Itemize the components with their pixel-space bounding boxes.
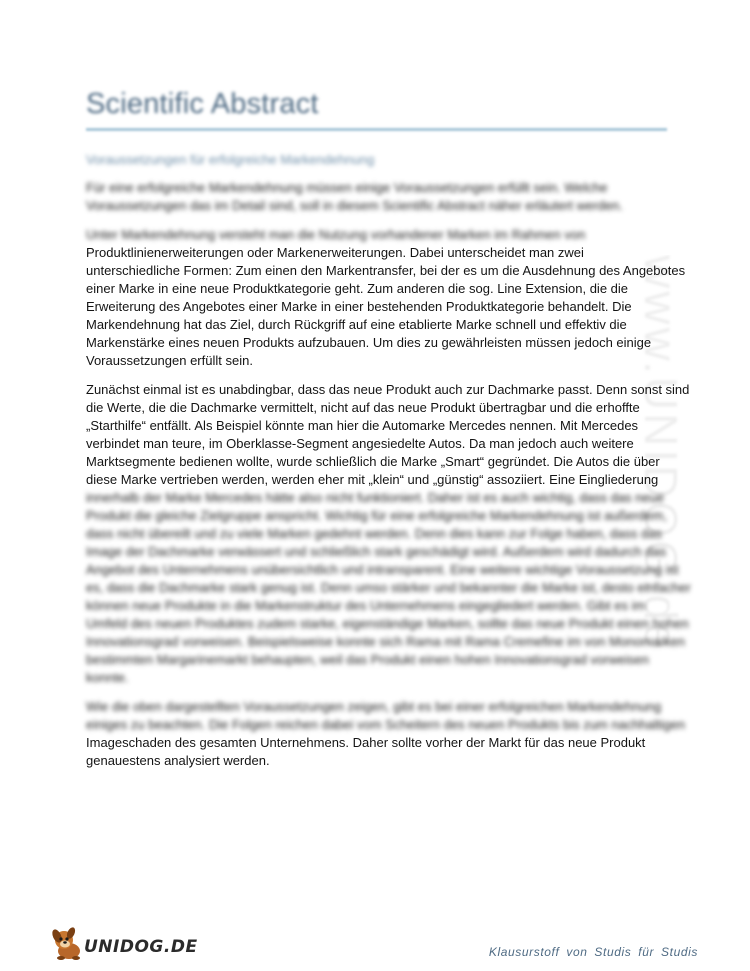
blurred-text-line: können neue Produkte in die Markenstruktur des Unternehmens eingegliedert werden. Gibt es im	[86, 598, 646, 613]
blurred-text-line: Innovationsgrad vorweisen. Beispielsweise konnte sich Rama mit Rama Cremefine im von Monomarken	[86, 634, 685, 649]
text-line: „Starthilfe“ entfällt. Als Beispiel könnte man hier die Automarke Mercedes nennen. Mit Mercedes	[86, 418, 639, 433]
blurred-text-line: Unter Markendehnung versteht man die Nutzung vorhandener Marken im Rahmen von	[86, 227, 586, 242]
blurred-text-line: Image der Dachmarke verwässert und schließlich stark geschädigt wird. Außerdem wird dadurch das	[86, 544, 667, 559]
page-subtitle: Voraussetzungen für erfolgreiche Markendehnung	[86, 152, 375, 167]
document-body	[86, 179, 691, 781]
logo-wordmark: UNIDOG.DE	[84, 937, 198, 957]
blurred-text-line: bestimmten Margarinemarkt behaupten, weil das Produkt einen hohen Innovationsgrad vorweisen	[86, 652, 649, 667]
text-line: unterschiedliche Formen: Zum einen den Markentransfer, bei der es um die Ausdehnung des Angebotes	[86, 263, 686, 278]
text-line: genauestens analysiert werden.	[86, 753, 270, 768]
text-line: Produktlinienerweiterungen oder Markenerweiterungen. Dabei unterscheidet man zwei	[86, 245, 584, 260]
footer-tagline: Klausurstoff von Studis für Studis	[488, 945, 698, 959]
paragraph	[86, 381, 691, 687]
text-line: Markendehnung hat das Ziel, durch Rückgriff auf eine etablierte Marke schnell und effektiv die	[86, 317, 627, 332]
text-line: Erweiterung des Angebotes einer Marke in einer bestehenden Produktkategorie behandelt. Die	[86, 299, 632, 314]
text-line: verbindet man teure, im Oberklasse-Segment angesiedelte Autos. Da man jedoch auch weitere	[86, 436, 634, 451]
blurred-text-line: Für eine erfolgreiche Markendehnung müssen einige Voraussetzungen erfüllt sein. Welche	[86, 180, 608, 195]
title-divider	[86, 128, 667, 131]
text-line: Zunächst einmal ist es unabdingbar, dass das neue Produkt auch zur Dachmarke passt. Denn sonst sind	[86, 382, 690, 397]
paragraph	[86, 179, 686, 215]
page-title: Scientific Abstract	[86, 88, 319, 120]
blurred-text-line: Voraussetzungen das im Detail sind, soll in diesem Scientific Abstract näher erläutert werden.	[86, 198, 623, 213]
blurred-text-line: innerhalb der Marke Mercedes hätte also nicht funktioniert. Daher ist es auch wichtig, dass das neue	[86, 490, 665, 505]
text-line: Markenstärke eines neuen Produkts aufzubauen. Um dies zu gewährleisten müssen jedoch einige	[86, 335, 652, 350]
unidog-logo	[50, 927, 198, 961]
blurred-text-line: Wie die oben dargestellten Voraussetzungen zeigen, gibt es bei einer erfolgreichen Markendehnung	[86, 699, 662, 714]
watermark-text: www.UNIDOG.de	[635, 255, 687, 652]
blurred-text-line: einiges zu beachten. Die Folgen reichen dabei vom Scheitern des neuen Produkts bis zum nachhaltigen	[86, 717, 686, 732]
blurred-text-line: Umfeld des neuen Produktes zudem starke, eigenständige Marken, sollte das neue Produkt einen hohen	[86, 616, 689, 631]
text-line: Voraussetzungen erfüllt sein.	[86, 353, 253, 368]
blurred-text-line: Produkt die gleiche Zielgruppe anspricht. Wichtig für eine erfolgreiche Markendehnung ist außerdem,	[86, 508, 667, 523]
text-line: einer Marke in eine neue Produktkategorie geht. Zum anderen die sog. Line Extension, die die	[86, 281, 629, 296]
text-line: diese Marke vertrieben werden, werden eher mit „klein“ und „günstig“ assoziiert. Eine Eingliederung	[86, 472, 659, 487]
paragraph	[86, 226, 686, 370]
text-line: Marktsegmente bedienen wollte, wurde schließlich die Marke „Smart“ gegründet. Die Autos die über	[86, 454, 660, 469]
text-line: die Werte, die die Dachmarke vermittelt, nicht auf das neue Produkt übertragbar und die erhoffte	[86, 400, 640, 415]
text-line: Imageschaden des gesamten Unternehmens. Daher sollte vorher der Markt für das neue Produkt	[86, 735, 646, 750]
blurred-text-line: konnte.	[86, 670, 129, 685]
paragraph	[86, 698, 686, 770]
blurred-text-line: dass nicht übereilt und zu viele Marken gedehnt werden. Denn dies kann zur Folge haben, dass das	[86, 526, 662, 541]
blurred-text-line: Angebot des Unternehmens unübersichtlich und intransparent. Eine weitere wichtige Voraussetzung ist	[86, 562, 679, 577]
blurred-text-line: es, dass die Dachmarke stark genug ist. Denn umso stärker und bekannter die Marke ist, desto einfacher	[86, 580, 691, 595]
